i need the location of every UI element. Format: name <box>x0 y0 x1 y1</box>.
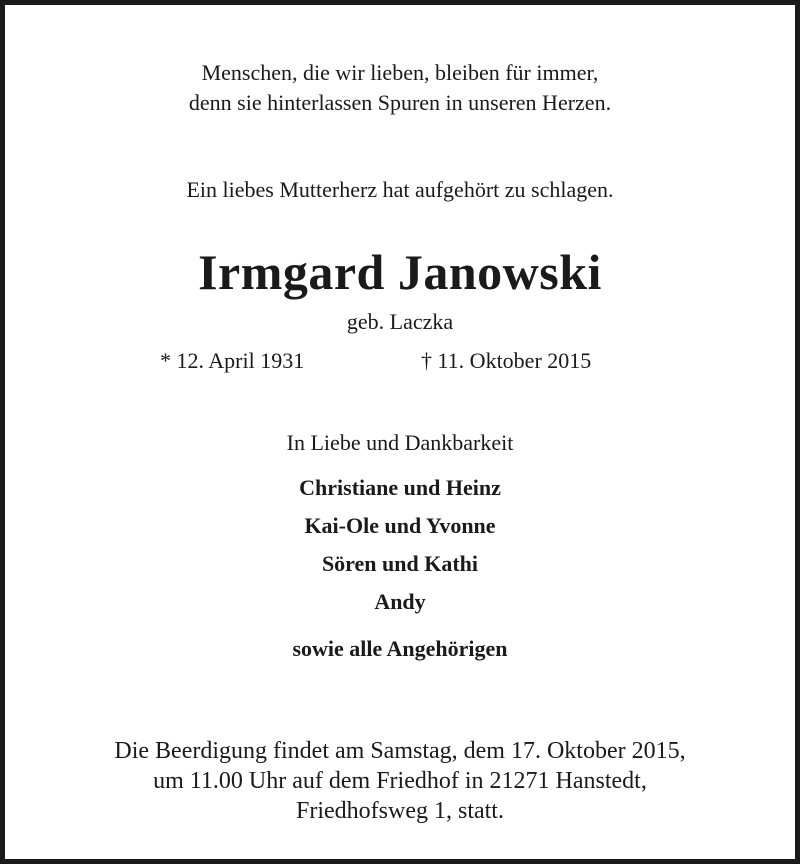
death-date: † 11. Oktober 2015 <box>421 348 592 373</box>
life-dates <box>5 348 795 378</box>
mourner-name: Christiane und Heinz <box>299 475 501 500</box>
funeral-line-3: Friedhofsweg 1, statt. <box>296 798 504 824</box>
relatives-text: sowie alle Angehörigen <box>292 636 508 661</box>
mourner-name: Andy <box>374 589 426 614</box>
funeral-line-1: Die Beerdigung findet am Samstag, dem 17. Oktober 2015, <box>114 738 686 764</box>
verse-line-1: Menschen, die wir lieben, bleiben für immer, <box>201 60 599 85</box>
birth-date: * 12. April 1931 <box>160 348 305 373</box>
mourner-name: Sören und Kathi <box>321 551 479 576</box>
mourner-name: Kai-Ole und Yvonne <box>304 513 496 538</box>
deceased-name: Irmgard Janowski <box>198 244 602 300</box>
verse-line-2: denn sie hinterlassen Spuren in unseren Herzen. <box>188 90 612 115</box>
maiden-name: geb. Laczka <box>346 309 454 334</box>
intro-text: Ein liebes Mutterherz hat aufgehört zu schlagen. <box>186 177 614 202</box>
thanks-text: In Liebe und Dankbarkeit <box>286 430 514 455</box>
funeral-line-2: um 11.00 Uhr auf dem Friedhof in 21271 Hanstedt, <box>153 768 647 794</box>
